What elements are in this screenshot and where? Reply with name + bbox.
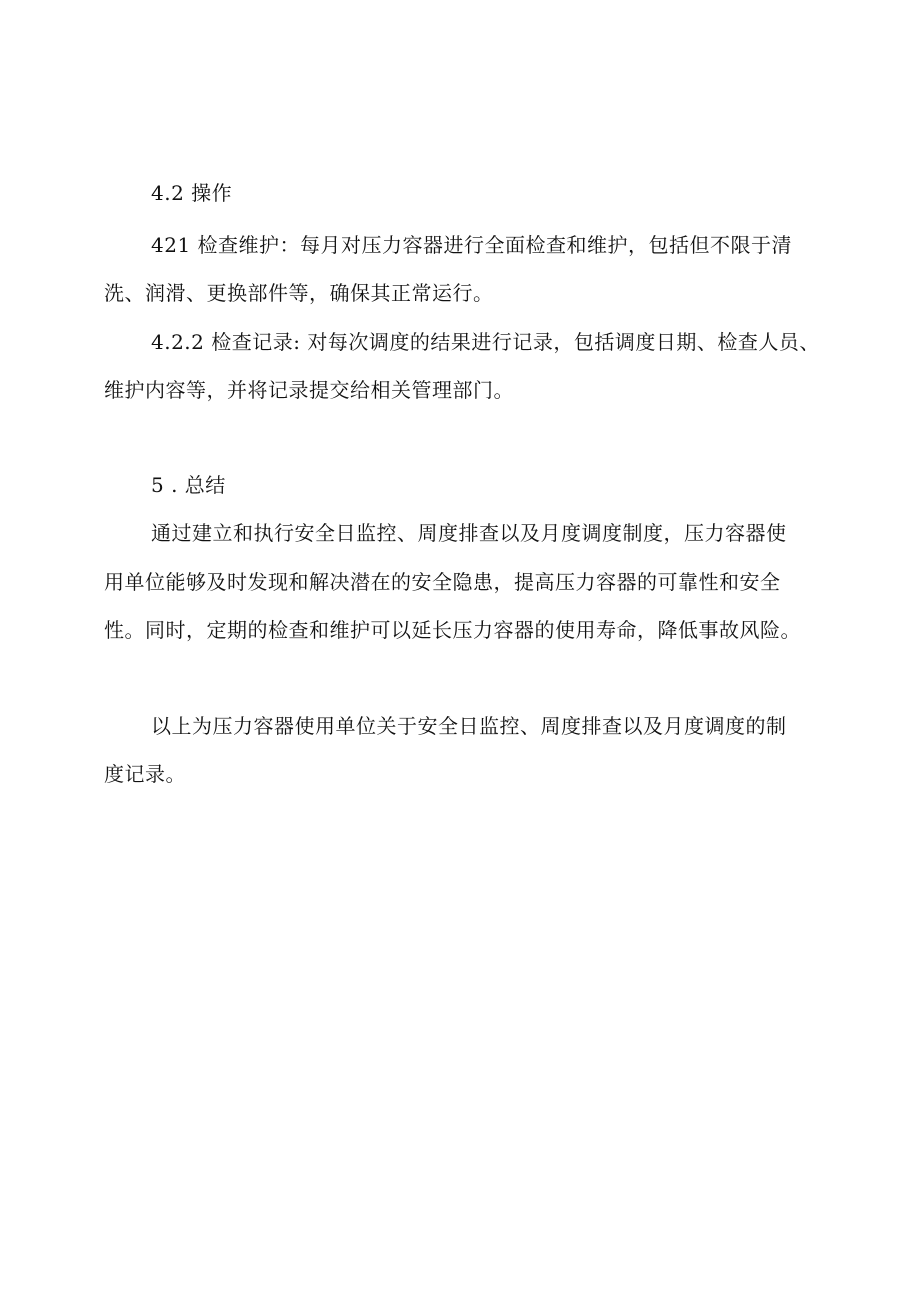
paragraph-4-2-2-line-2: 维护内容等，并将记录提交给相关管理部门。 xyxy=(104,378,514,402)
summary-paragraph-line-1: 通过建立和执行安全日监控、周度排查以及月度调度制度，压力容器使 xyxy=(151,521,787,545)
section-heading-5: 5 . 总结 xyxy=(151,473,226,497)
paragraph-4-2-1-line-2: 洗、润滑、更换部件等，确保其正常运行。 xyxy=(104,281,494,305)
section-heading-4-2: 4.2 操作 xyxy=(151,181,233,205)
closing-paragraph-line-2: 度记录。 xyxy=(104,762,186,786)
paragraph-4-2-2-line-1: 4.2.2 检查记录: 对每次调度的结果进行记录，包括调度日期、检查人员、 xyxy=(151,330,820,354)
summary-paragraph-line-3: 性。同时，定期的检查和维护可以延长压力容器的使用寿命，降低事故风险。 xyxy=(104,618,801,642)
summary-paragraph-line-2: 用单位能够及时发现和解决潜在的安全隐患，提高压力容器的可靠性和安全 xyxy=(104,570,781,594)
paragraph-4-2-1-line-1: 421 检查维护：每月对压力容器进行全面检查和维护，包括但不限于清 xyxy=(151,233,793,257)
closing-paragraph-line-1: 以上为压力容器使用单位关于安全日监控、周度排查以及月度调度的制 xyxy=(151,714,787,738)
